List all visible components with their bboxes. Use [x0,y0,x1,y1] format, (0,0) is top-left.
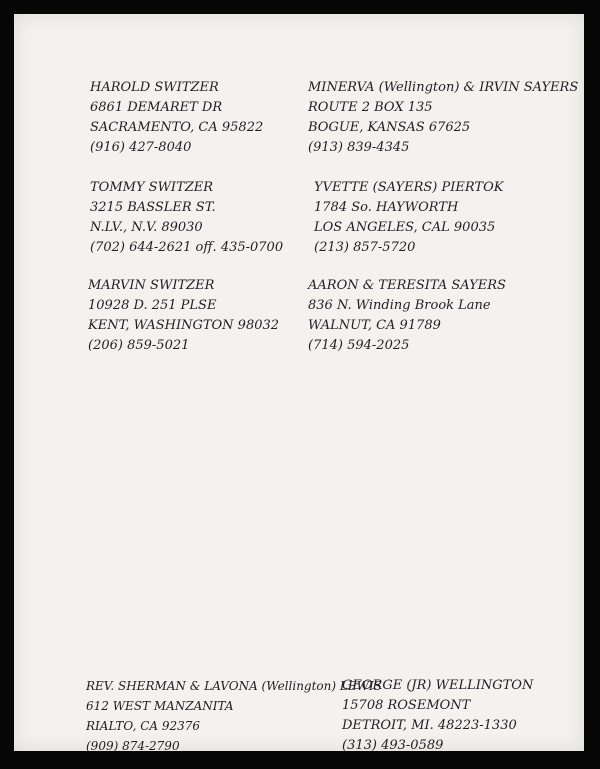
address-entry-yvette-piertok [314,178,503,258]
entry-name: REV. SHERMAN & LAVONA (Wellington) LEWIS [86,679,382,693]
entry-name: AARON & TERESITA SAYERS [308,278,506,293]
entry-name: YVETTE (SAYERS) PIERTOK [314,180,504,195]
entry-city: N.LV., N.V. 89030 [90,220,203,235]
entry-street: 10928 D. 251 PLSE [88,298,217,313]
entry-city: LOS ANGELES, CAL 90035 [314,220,496,235]
address-entry-tommy-switzer [90,178,283,258]
entry-street: 15708 ROSEMONT [342,698,471,713]
entry-city: RIALTO, CA 92376 [86,719,201,733]
entry-name: MINERVA (Wellington) & IRVIN SAYERS [308,80,579,95]
address-entry-marvin-switzer [88,276,279,356]
entry-name: TOMMY SWITZER [90,180,214,195]
entry-name: HAROLD SWITZER [90,80,219,95]
entry-city: DETROIT, MI. 48223-1330 [342,718,517,733]
entry-phone: (206) 859-5021 [88,338,190,353]
address-sheet [14,14,584,751]
entry-phone: (702) 644-2621 off. 435-0700 [90,240,284,255]
address-entry-aaron-teresita-sayers [308,276,506,356]
entry-street: 3215 BASSLER ST. [90,200,216,215]
entry-phone: (909) 874-2790 [86,739,180,753]
entry-street: 1784 So. HAYWORTH [314,200,459,215]
entry-phone: (913) 839-4345 [308,140,410,155]
entry-city: BOGUE, KANSAS 67625 [308,120,471,135]
entry-phone: (714) 594-2025 [308,338,410,353]
entry-street: 6861 DEMARET DR [90,100,223,115]
entry-street: 612 WEST MANZANITA [86,699,234,713]
entry-phone: (213) 857-5720 [314,240,416,255]
entry-city: SACRAMENTO, CA 95822 [90,120,264,135]
entry-street: ROUTE 2 BOX 135 [308,100,433,115]
entry-name: MARVIN SWITZER [88,278,215,293]
address-entry-harold-switzer [90,78,263,158]
entry-phone: (313) 493-0589 [342,738,444,753]
entry-phone: (916) 427-8040 [90,140,192,155]
address-entry-george-wellington [342,676,533,756]
entry-city: KENT, WASHINGTON 98032 [88,318,280,333]
entry-city: WALNUT, CA 91789 [308,318,441,333]
address-entry-minerva-irvin-sayers [308,78,578,158]
address-entry-sherman-lavona-lewis [86,676,382,756]
entry-street: 836 N. Winding Brook Lane [308,298,491,313]
entry-name: GEORGE (JR) WELLINGTON [342,678,534,693]
